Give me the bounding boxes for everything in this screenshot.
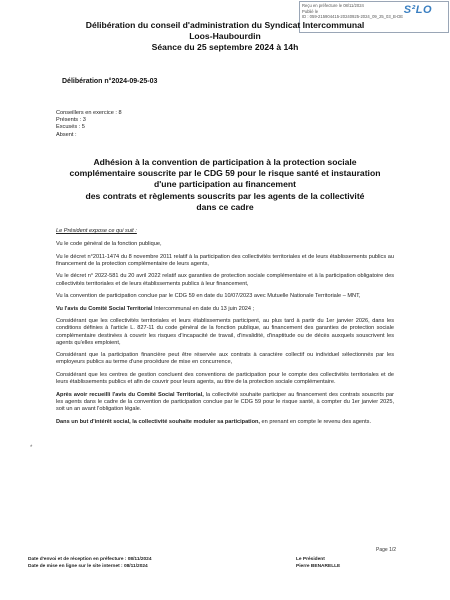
- footer-signatory: [296, 557, 340, 571]
- cst-opinion-bold: Vu l'avis du Comité Social Territorial: [56, 305, 153, 312]
- social-interest-bold: Dans un but d'intérêt social, la collectivité souhaite moduler sa participation,: [56, 418, 260, 425]
- title-line-5: dans ce cadre: [196, 201, 254, 212]
- attendance-absent: Absent :: [56, 131, 77, 138]
- stamp-received: Reçu en préfecture le 08/11/2024: [302, 3, 364, 8]
- header-line-1: Délibération du conseil d'administration du Syndicat Intercommunal: [85, 20, 365, 30]
- social-interest-rest: en prenant en compte le revenu des agents.: [260, 418, 372, 425]
- attendance-in-office: Conseillers en exercice : 8: [56, 110, 122, 116]
- title-line-3: d'une participation au financement: [154, 179, 296, 190]
- attendance-present: Présents : 3: [56, 117, 86, 124]
- signatory-name: Pierre BENARELLE: [296, 563, 341, 569]
- paragraph-considerant-1: Considérant que les collectivités territoriales et leurs établissements participent, au plus tard à partir du 1er janvier 2026, dans les conditions définies à l'article L. 827-11 du code général de la fonction publique, au financement des garanties de protection sociale complémentaire destinées à couvrir les risques d'incapacité de travail, d'invalidité, d'inaptitude ou de décès auxquels souscrivent les agents qu'elles emploient,: [56, 318, 394, 346]
- paragraph-decree-2011: Vu le décret n°2011-1474 du 8 novembre 2011 relatif à la participation des collectivités territoriales et de leurs établissements publics au financement de la protection complémentaire de leurs agents,: [56, 253, 394, 267]
- margin-mark: *: [30, 445, 33, 451]
- stamp-id: ID : 059-215904415-20240925-2024_09_25_03_B-DE: [302, 14, 404, 20]
- paragraph-considerant-3: Considérant que les centres de gestion concluent des conventions de participation pour le compte des collectivités territoriales et de leurs établissements publics et afin de couvrir pour leurs agents, au titre de la protection sociale complémentaire.: [56, 371, 394, 386]
- intro-line: Le Président expose ce qui suit :: [56, 228, 137, 234]
- deliberation-number: Délibération n°2024-09-25-03: [62, 78, 158, 85]
- paragraph-after-opinion: [56, 392, 394, 414]
- deliberation-body: [56, 228, 394, 431]
- footer-dates: [28, 557, 152, 571]
- title-line-1: Adhésion à la convention de participation à la protection sociale: [93, 157, 357, 167]
- page-number: Page 1/2: [376, 547, 397, 553]
- paragraph-convention: Vu la convention de participation conclue par le CDG 59 en date du 10/07/2023 avec Mutuelle Nationale Territoriale – MNT,: [56, 293, 361, 300]
- paragraph-decree-2022: Vu le décret n° 2022-581 du 20 avril 2022 relatif aux garanties de protection sociale complémentaire et à la participation obligatoire des collectivités territoriales et de leurs établissements publics à leur financement,: [56, 273, 394, 287]
- stamp-published: Publié le: [302, 8, 319, 14]
- attendance-excused: Excusés : 5: [56, 124, 85, 131]
- paragraph-cst-opinion: [56, 306, 394, 313]
- after-opinion-rest: la collectivité souhaite participer au financement des contrats souscrits par les agents dans le cadre de la convention de participation conclue par le CDG 59 pour le risque santé, à compter du 1er janvier 2025, soit un an avant l'obligation légale.: [56, 391, 394, 413]
- paragraph-considerant-2: Considérant que la participation financière peut être réservée aux contrats à caractère collectif ou individuel sélectionnés par les employeurs publics au terme d'une procédure de mise en concurrence,: [56, 352, 394, 366]
- title-line-4: des contrats et règlements souscrits par les agents de la collectivité: [85, 190, 365, 201]
- attendance-block: [56, 110, 122, 139]
- paragraph-code: Vu le code général de la fonction publique,: [56, 241, 162, 248]
- deliberation-title: [60, 157, 390, 213]
- footer-online-date: Date de mise en ligne sur le site internet : 08/11/2024: [28, 563, 148, 569]
- paragraph-social-interest: [56, 419, 394, 426]
- after-opinion-bold: Après avoir recueilli l'avis du Comité Social Territorial,: [56, 391, 204, 398]
- footer-receipt-date: Date d'envoi et de réception en préfecture : 08/11/2024: [28, 557, 152, 562]
- header-line-3: Séance du 25 septembre 2024 à 14h: [151, 42, 299, 52]
- title-line-2: complémentaire souscrite par le CDG 59 pour le risque santé et instauration: [69, 168, 381, 179]
- header-line-2: Loos-Haubourdin: [189, 31, 261, 41]
- cst-opinion-rest: Intercommunal en date du 13 juin 2024 ;: [152, 305, 255, 312]
- s2lo-logo: S²LO: [403, 4, 432, 16]
- signatory-title: Le Président: [296, 557, 325, 562]
